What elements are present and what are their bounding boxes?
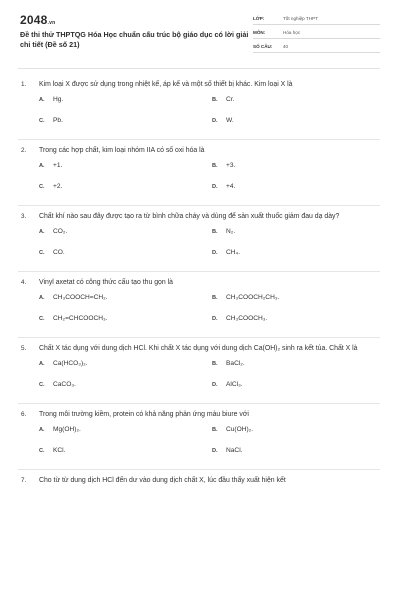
answer-option-b[interactable] xyxy=(212,228,235,235)
question-divider xyxy=(0,332,400,342)
header-divider xyxy=(18,68,380,69)
question-divider xyxy=(0,266,400,276)
option-row xyxy=(0,179,400,200)
question-stem xyxy=(0,210,400,224)
question-item xyxy=(0,408,400,464)
meta-value: 40 xyxy=(283,43,289,49)
answer-option-a[interactable] xyxy=(39,294,108,301)
answer-option-c[interactable] xyxy=(39,381,76,388)
answer-option-a[interactable] xyxy=(39,426,81,433)
option-letter: A. xyxy=(39,97,45,103)
option-text: Hg. xyxy=(53,96,64,103)
option-text: CO₂. xyxy=(53,228,68,235)
meta-row-subject xyxy=(253,26,380,39)
option-row xyxy=(0,158,400,179)
option-text: +2. xyxy=(53,183,63,190)
answer-option-c[interactable] xyxy=(39,117,63,124)
answer-option-a[interactable] xyxy=(39,162,62,169)
question-text: Trong môi trường kiềm, protein có khả năng phản ứng màu biure với xyxy=(39,411,249,418)
option-text: Mg(OH)₂. xyxy=(53,426,81,433)
meta-label: SỐ CÂU: xyxy=(253,43,273,49)
answer-option-d[interactable] xyxy=(212,183,235,190)
option-text: N₂. xyxy=(226,228,236,235)
answer-option-b[interactable] xyxy=(212,162,235,169)
option-text: NaCl. xyxy=(226,447,243,454)
meta-row-class xyxy=(253,12,380,25)
option-letter: B. xyxy=(212,427,218,433)
question-item xyxy=(0,474,400,488)
meta-row-question-count xyxy=(253,40,380,53)
option-text: Cr. xyxy=(226,96,235,103)
answer-option-c[interactable] xyxy=(39,447,65,454)
question-number: 3. xyxy=(21,213,27,220)
answer-option-d[interactable] xyxy=(212,447,243,454)
option-letter: C. xyxy=(39,184,45,190)
option-text: CH₂=CHCOOCH₃. xyxy=(53,315,108,322)
answer-option-a[interactable] xyxy=(39,228,67,235)
option-text: CH₃COOCH₂CH₃. xyxy=(226,294,280,301)
answer-option-d[interactable] xyxy=(212,249,240,256)
question-stem xyxy=(0,144,400,158)
option-letter: C. xyxy=(39,118,45,124)
brand-logo[interactable] xyxy=(20,13,55,27)
question-item xyxy=(0,210,400,266)
option-text: Pb. xyxy=(53,117,63,124)
option-text: +4. xyxy=(226,183,236,190)
brand-name: 2048 xyxy=(20,13,48,27)
option-letter: B. xyxy=(212,361,218,367)
question-list xyxy=(0,78,400,488)
answer-option-a[interactable] xyxy=(39,360,88,367)
answer-option-c[interactable] xyxy=(39,315,108,322)
option-letter: A. xyxy=(39,163,45,169)
answer-option-d[interactable] xyxy=(212,117,234,124)
question-number: 7. xyxy=(21,477,27,484)
option-row xyxy=(0,92,400,113)
question-item xyxy=(0,78,400,134)
option-text: CO. xyxy=(53,249,65,256)
option-letter: C. xyxy=(39,448,45,454)
answer-option-b[interactable] xyxy=(212,360,245,367)
option-letter: A. xyxy=(39,229,45,235)
option-row xyxy=(0,311,400,332)
option-letter: B. xyxy=(212,229,218,235)
option-text: +1. xyxy=(53,162,63,169)
option-letter: C. xyxy=(39,316,45,322)
question-number: 6. xyxy=(21,411,27,418)
option-text: CH₃COOCH₃. xyxy=(226,315,268,322)
option-letter: D. xyxy=(212,448,218,454)
question-divider xyxy=(0,398,400,408)
option-letter: B. xyxy=(212,295,218,301)
answer-option-b[interactable] xyxy=(212,294,279,301)
option-letter: C. xyxy=(39,382,45,388)
question-stem xyxy=(0,276,400,290)
question-item xyxy=(0,342,400,398)
option-text: CH₃COOCH=CH₂. xyxy=(53,294,108,301)
option-text: +3. xyxy=(226,162,236,169)
meta-value: Tốt nghiệp THPT xyxy=(283,15,318,21)
brand-suffix: .vn xyxy=(47,20,56,26)
option-letter: D. xyxy=(212,184,218,190)
option-text: KCl. xyxy=(53,447,66,454)
option-letter: D. xyxy=(212,118,218,124)
option-text: AlCl₃. xyxy=(226,381,243,388)
question-stem xyxy=(0,408,400,422)
question-number: 4. xyxy=(21,279,27,286)
question-divider xyxy=(0,134,400,144)
answer-option-d[interactable] xyxy=(212,315,267,322)
question-stem xyxy=(0,342,400,356)
answer-option-d[interactable] xyxy=(212,381,243,388)
option-letter: D. xyxy=(212,316,218,322)
option-text: CaCO₃. xyxy=(53,381,76,388)
question-number: 2. xyxy=(21,147,27,154)
question-stem xyxy=(0,78,400,92)
meta-label: MÔN: xyxy=(253,29,266,35)
option-letter: C. xyxy=(39,250,45,256)
option-text: Ca(HCO₃)₂. xyxy=(53,360,88,367)
option-text: W. xyxy=(226,117,234,124)
question-stem xyxy=(0,474,400,488)
option-letter: B. xyxy=(212,163,218,169)
exam-meta xyxy=(253,12,380,54)
question-text: Vinyl axetat có công thức cấu tạo thu gọn là xyxy=(39,279,173,286)
option-row xyxy=(0,356,400,377)
answer-option-b[interactable] xyxy=(212,426,253,433)
question-divider xyxy=(0,464,400,474)
answer-option-b[interactable] xyxy=(212,96,234,103)
question-text: Trong các hợp chất, kim loại nhóm IIA có số oxi hóa là xyxy=(39,147,205,154)
option-letter: A. xyxy=(39,295,45,301)
answer-option-a[interactable] xyxy=(39,96,63,103)
question-text: Chất khí nào sau đây được tạo ra từ bình chữa cháy và dùng để sản xuất thuốc giảm đau dạ dày? xyxy=(39,213,340,220)
question-text: Cho từ từ dung dịch HCl đến dư vào dung dịch chất X, lúc đầu thấy xuất hiện kết xyxy=(39,477,286,484)
question-number: 5. xyxy=(21,345,27,352)
question-item xyxy=(0,144,400,200)
option-letter: D. xyxy=(212,382,218,388)
option-text: BaCl₂. xyxy=(226,360,245,367)
exam-header xyxy=(0,0,400,70)
question-item xyxy=(0,276,400,332)
option-row xyxy=(0,245,400,266)
option-text: Cu(OH)₂. xyxy=(226,426,254,433)
question-divider xyxy=(0,200,400,210)
option-letter: A. xyxy=(39,427,45,433)
question-number: 1. xyxy=(21,81,27,88)
exam-title: Đề thi thử THPTQG Hóa Học chuẩn cấu trúc bộ giáo dục có lời giải chi tiết (Đề số 21) xyxy=(20,30,249,49)
option-row xyxy=(0,224,400,245)
option-letter: B. xyxy=(212,97,218,103)
option-row xyxy=(0,113,400,134)
meta-label: LỚP: xyxy=(253,15,265,21)
option-row xyxy=(0,422,400,443)
question-text: Kim loại X được sử dụng trong nhiệt kế, áp kế và một số thiết bị khác. Kim loại X là xyxy=(39,81,293,88)
meta-value: Hóa học xyxy=(283,29,301,35)
answer-option-c[interactable] xyxy=(39,183,62,190)
option-row xyxy=(0,443,400,464)
question-text: Chất X tác dụng với dung dịch HCl. Khi chất X tác dụng với dung dịch Ca(OH)₂ sinh ra kết tủa. Chất X là xyxy=(39,345,358,352)
option-text: CH₄. xyxy=(226,249,241,256)
option-letter: A. xyxy=(39,361,45,367)
answer-option-c[interactable] xyxy=(39,249,65,256)
option-row xyxy=(0,290,400,311)
option-row xyxy=(0,377,400,398)
option-letter: D. xyxy=(212,250,218,256)
